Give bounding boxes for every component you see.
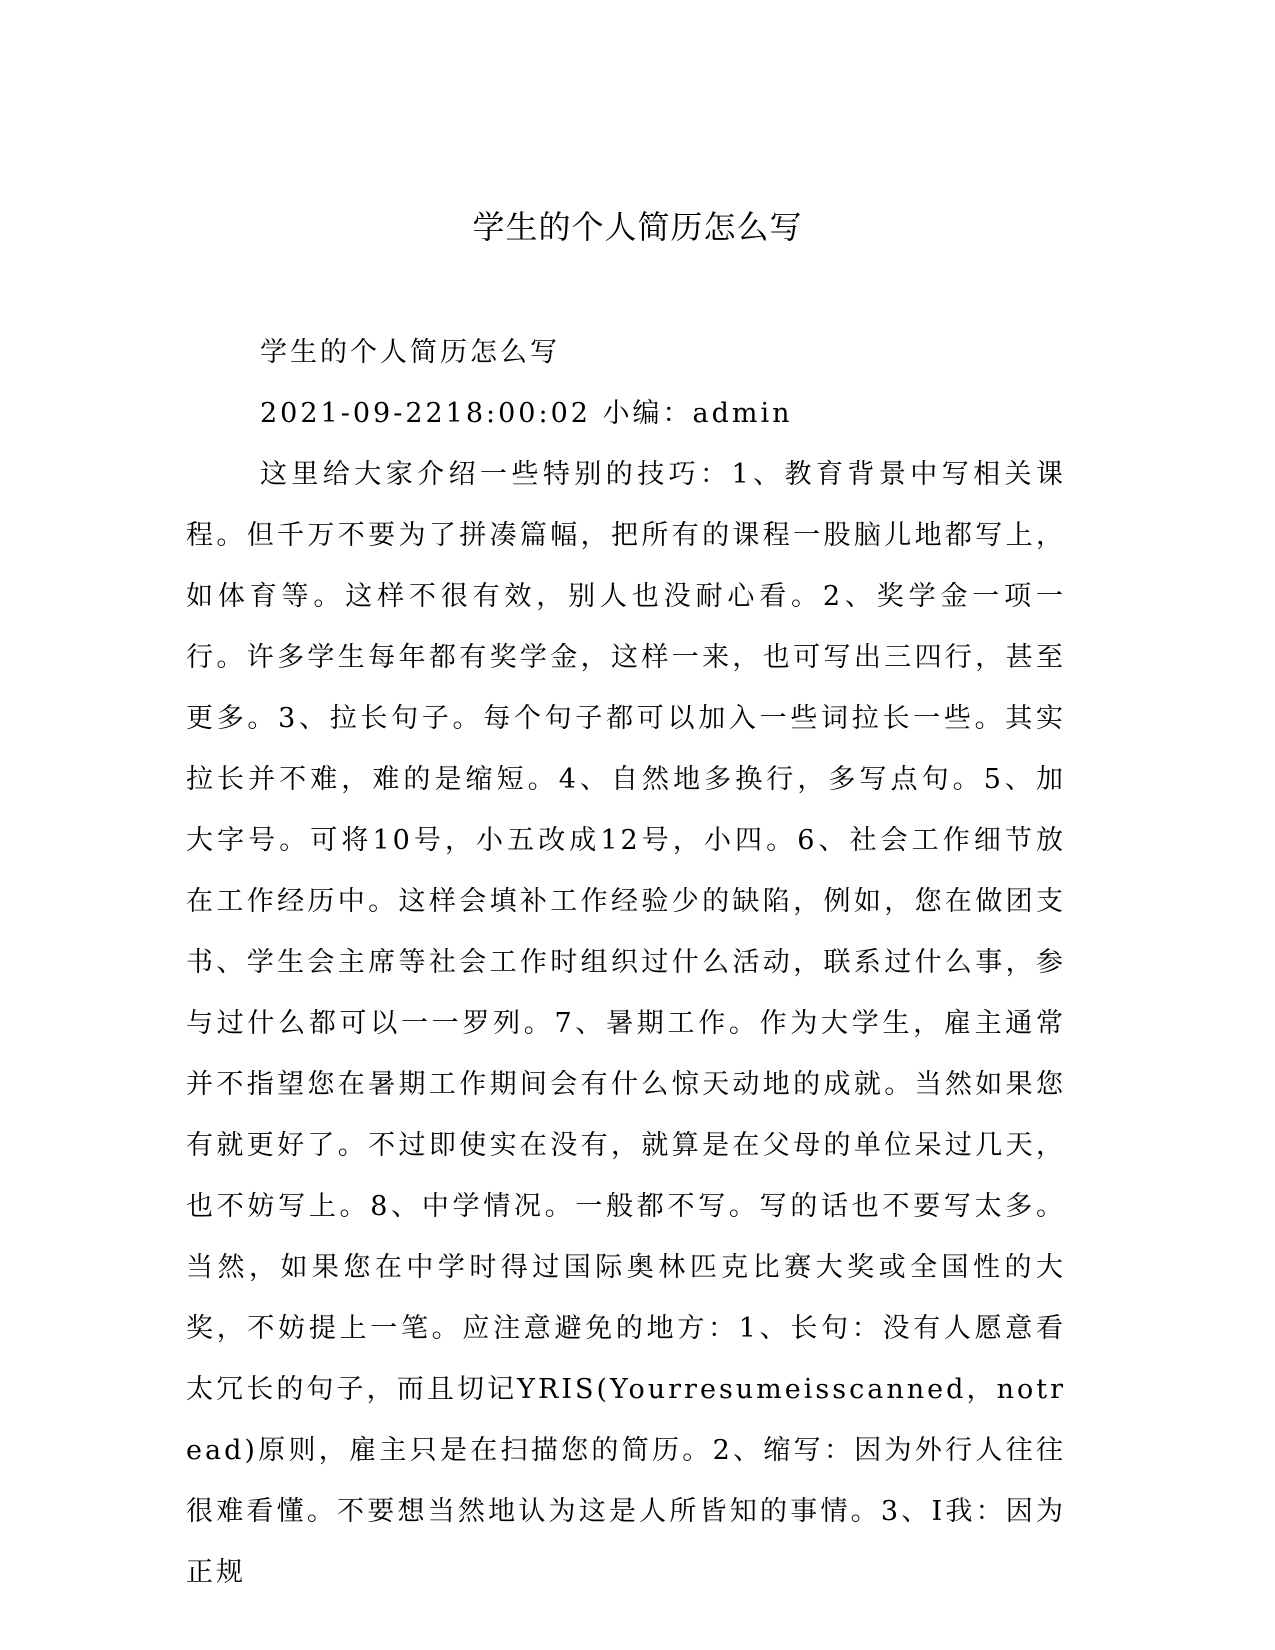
- body-paragraph: 这里给大家介绍一些特别的技巧：1、教育背景中写相关课程。但千万不要为了拼凑篇幅，把所有的课程一股脑儿地都写上，如体育等。这样不很有效，别人也没耐心看。2、奖学金一项一行。许多学生每年都有奖学金，这样一来，也可写出三四行，甚至更多。3、拉长句子。每个句子都可以加入一些词拉长一些。其实拉长并不难，难的是缩短。4、自然地多换行，多写点句。5、加大字号。可将10号，小五改成12号，小四。6、社会工作细节放在工作经历中。这样会填补工作经验少的缺陷，例如，您在做团支书、学生会主席等社会工作时组织过什么活动，联系过什么事，参与过什么都可以一一罗列。7、暑期工作。作为大学生，雇主通常并不指望您在暑期工作期间会有什么惊天动地的成就。当然如果您有就更好了。不过即使实在没有，就算是在父母的单位呆过几天，也不妨写上。8、中学情况。一般都不写。写的话也不要写太多。当然，如果您在中学时得过国际奥林匹克比赛大奖或全国性的大奖，不妨提上一笔。应注意避免的地方：1、长句：没有人愿意看太冗长的句子，而且切记YRIS(Yourresumeisscanned，notread)原则，雇主只是在扫描您的简历。2、缩写：因为外行人往往很难看懂。不要想当然地认为这是人所皆知的事情。3、I我：因为正规: [186, 459, 1066, 1588]
- meta-line: 2021-09-2218:00:02 小编：admin: [260, 398, 793, 429]
- document-content: [186, 322, 1066, 1603]
- subtitle-line: 学生的个人简历怎么写: [260, 337, 560, 368]
- document-title: 学生的个人简历怎么写: [472, 208, 803, 246]
